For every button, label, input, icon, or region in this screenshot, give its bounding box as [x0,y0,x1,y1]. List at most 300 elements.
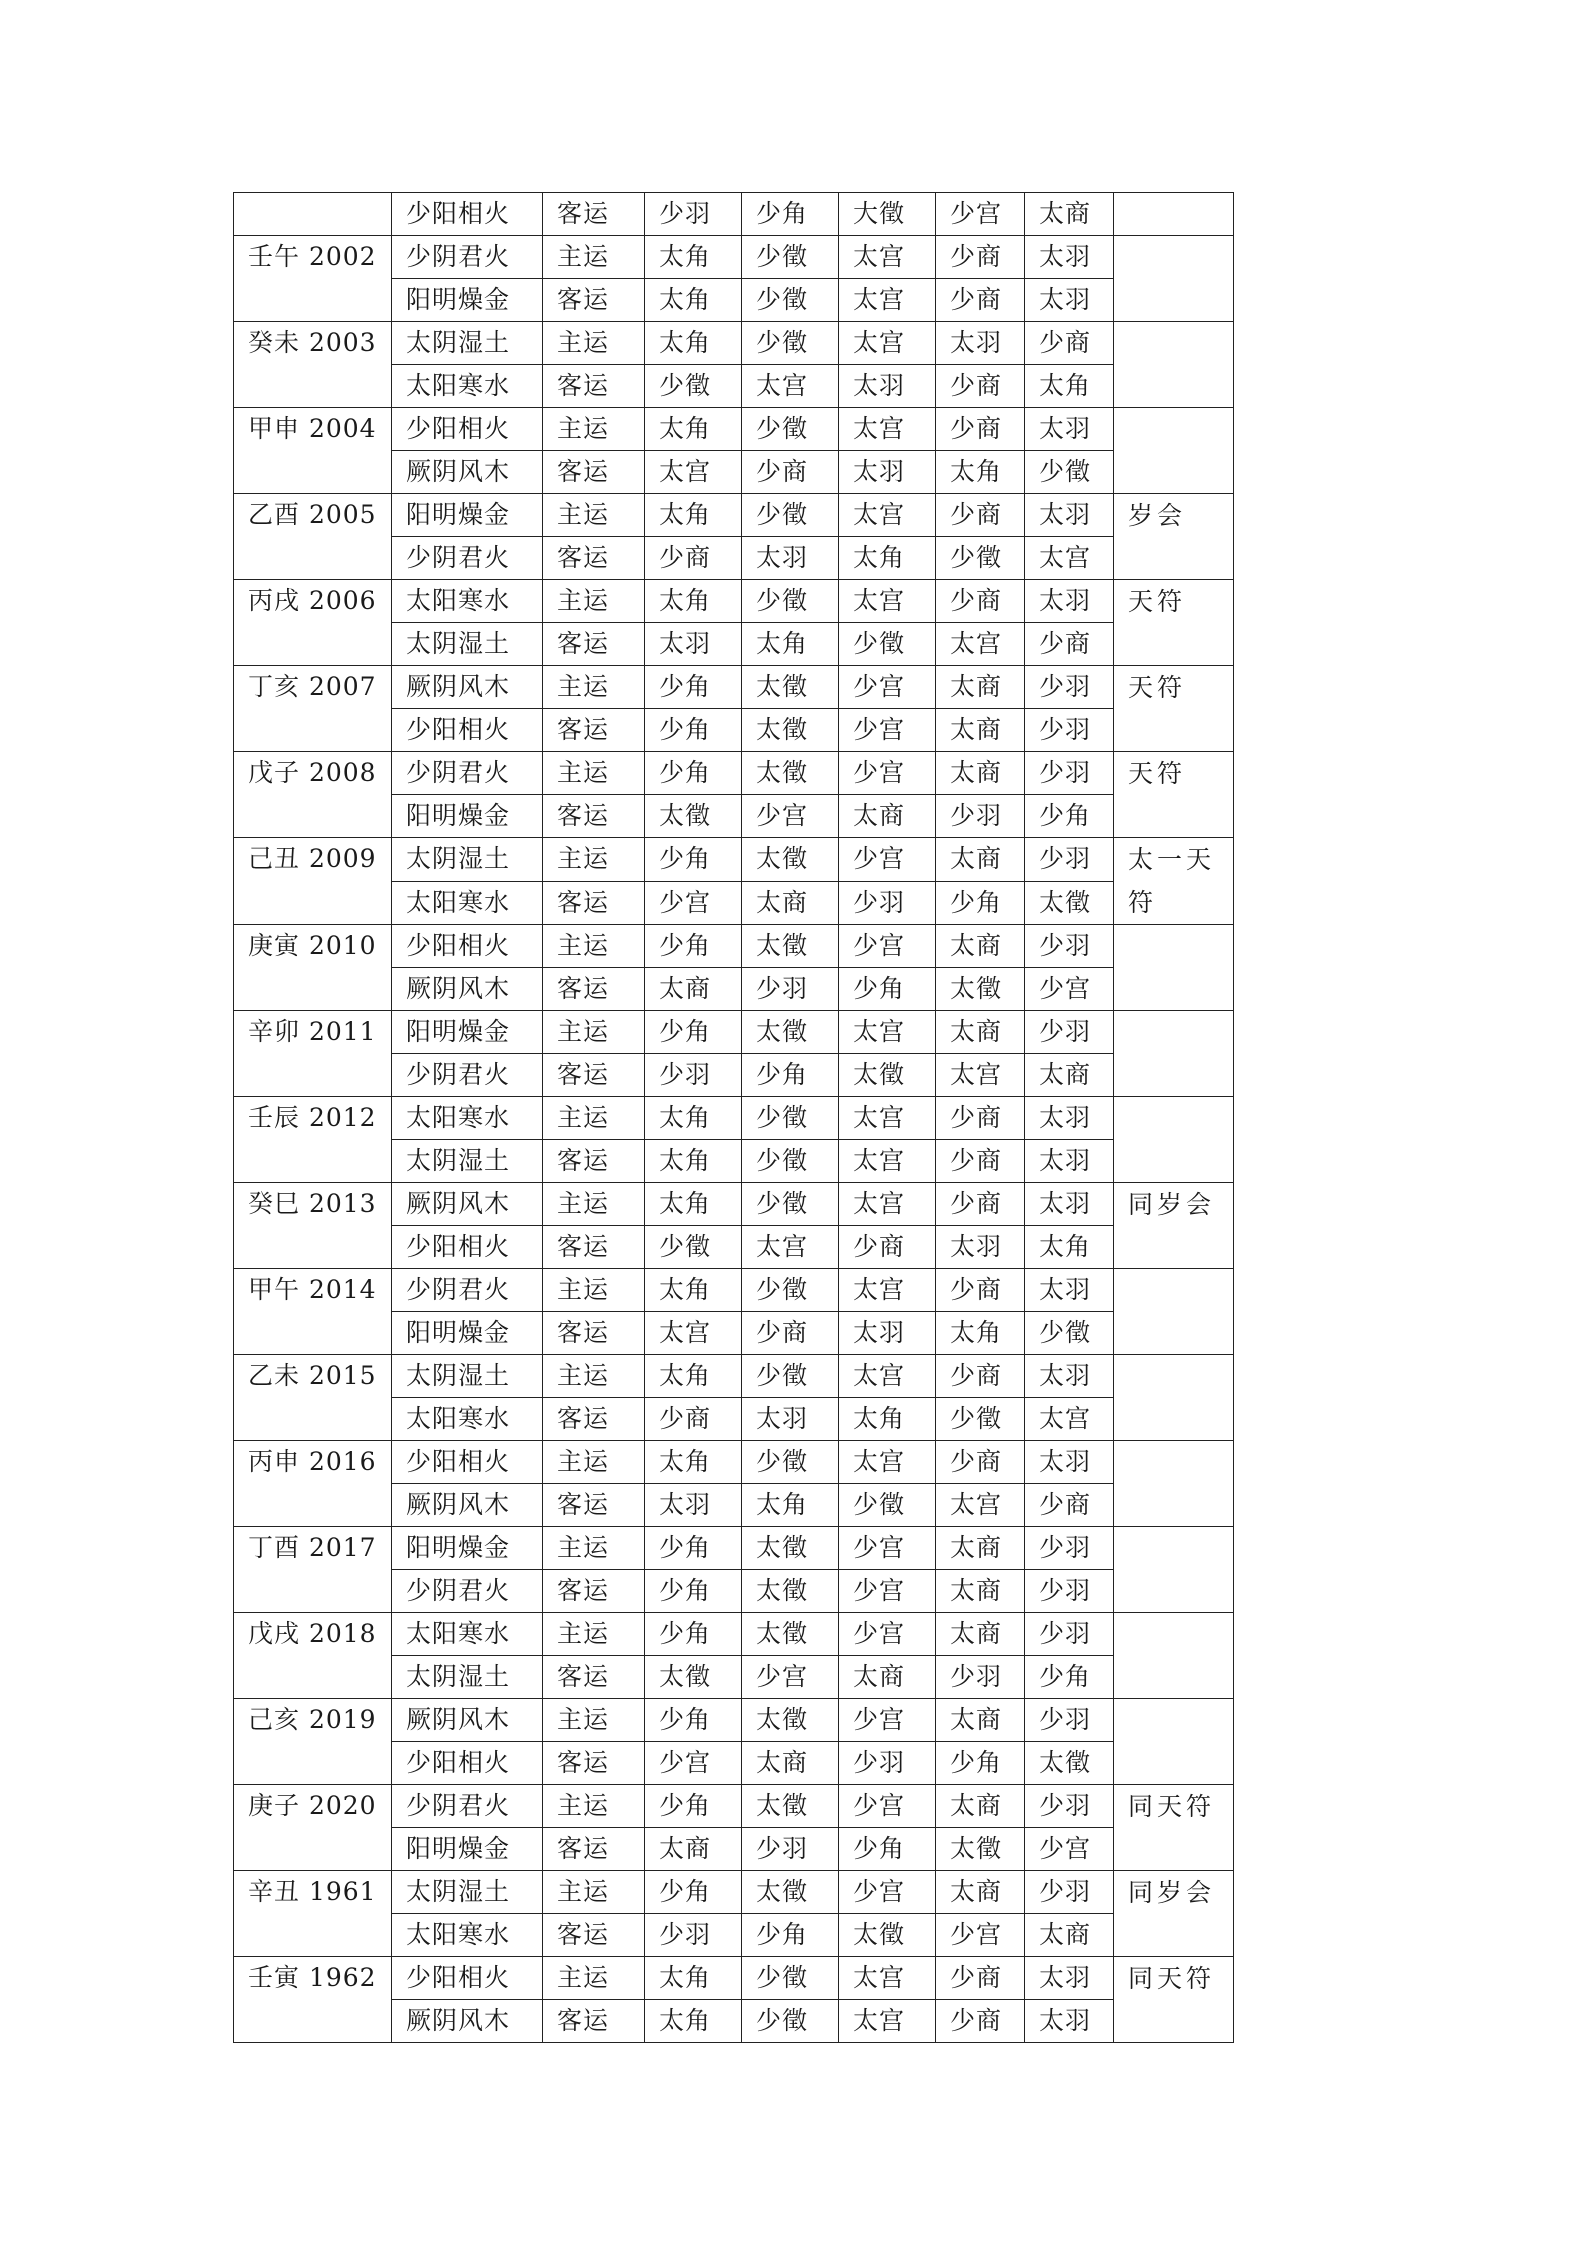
note-cell: 太徵 [742,1613,839,1656]
yun-type-cell: 主运 [543,666,645,709]
note-cell: 少角 [645,752,742,795]
note-cell: 少商 [742,1312,839,1355]
note-cell: 少徵 [742,1140,839,1183]
note-cell: 太羽 [1025,279,1114,322]
year-cell: 辛卯 2011 [234,1011,392,1097]
note-cell: 少羽 [645,193,742,236]
note-cell: 太角 [645,1183,742,1226]
note-cell: 太徵 [742,925,839,968]
wuyun-table [233,192,1234,2043]
note-cell: 太徵 [742,1011,839,1054]
note-cell: 太羽 [645,623,742,666]
qi-cell: 太阴湿土 [392,1140,543,1183]
note-cell: 太角 [1025,1226,1114,1269]
qi-cell: 少阴君火 [392,537,543,580]
note-cell: 太角 [645,1097,742,1140]
note-cell: 少羽 [1025,1011,1114,1054]
year-cell [234,193,392,236]
yun-type-cell: 客运 [543,1140,645,1183]
qi-cell: 阳明燥金 [392,795,543,838]
qi-cell: 太阴湿土 [392,1871,543,1914]
yun-type-cell: 主运 [543,752,645,795]
year-cell: 甲申 2004 [234,408,392,494]
note-cell: 太商 [936,1871,1025,1914]
table-row [234,1613,1234,1656]
note-cell: 少徵 [742,580,839,623]
note-cell: 少羽 [839,881,936,925]
note-cell: 太角 [645,580,742,623]
note-cell: 太角 [645,2000,742,2043]
remark-cell: 同天符 [1114,1785,1234,1871]
yun-type-cell: 客运 [543,537,645,580]
note-cell: 太宫 [936,623,1025,666]
yun-type-cell: 主运 [543,1957,645,2000]
note-cell: 少商 [936,1183,1025,1226]
remark-cell: 同岁会 [1114,1183,1234,1269]
yun-type-cell: 主运 [543,838,645,882]
yun-type-cell: 客运 [543,795,645,838]
yun-type-cell: 客运 [543,279,645,322]
table-row [234,193,1234,236]
note-cell: 太羽 [1025,494,1114,537]
note-cell: 太角 [645,1269,742,1312]
note-cell: 少角 [742,193,839,236]
note-cell: 太宫 [645,451,742,494]
note-cell: 太宫 [936,1484,1025,1527]
note-cell: 太角 [645,1957,742,2000]
note-cell: 少商 [936,1957,1025,2000]
note-cell: 少宫 [742,1656,839,1699]
qi-cell: 少阴君火 [392,1054,543,1097]
note-cell: 少羽 [1025,1613,1114,1656]
note-cell: 少徵 [1025,451,1114,494]
qi-cell: 少阴君火 [392,1785,543,1828]
year-cell: 庚子 2020 [234,1785,392,1871]
note-cell: 少羽 [1025,1871,1114,1914]
qi-cell: 太阴湿土 [392,623,543,666]
note-cell: 太角 [936,451,1025,494]
note-cell: 太宫 [742,365,839,408]
year-cell: 壬寅 1962 [234,1957,392,2043]
yun-type-cell: 客运 [543,881,645,925]
remark-cell: 同岁会 [1114,1871,1234,1957]
note-cell: 太商 [936,1011,1025,1054]
remark-cell: 岁会 [1114,494,1234,580]
note-cell: 太角 [645,408,742,451]
note-cell: 少徵 [742,322,839,365]
note-cell: 太徵 [742,1570,839,1613]
note-cell: 少宫 [1025,968,1114,1011]
note-cell: 少商 [936,2000,1025,2043]
yun-type-cell: 客运 [543,968,645,1011]
qi-cell: 太阳寒水 [392,1398,543,1441]
note-cell: 少角 [645,1785,742,1828]
table-row [234,408,1234,451]
note-cell: 少宫 [839,1785,936,1828]
note-cell: 少羽 [742,1828,839,1871]
note-cell: 少角 [1025,795,1114,838]
note-cell: 少宫 [839,666,936,709]
note-cell: 太羽 [839,365,936,408]
note-cell: 少徵 [936,537,1025,580]
yun-type-cell: 主运 [543,1871,645,1914]
note-cell: 太羽 [1025,2000,1114,2043]
note-cell: 太羽 [1025,1441,1114,1484]
qi-cell: 少阴君火 [392,1570,543,1613]
table-row [234,752,1234,795]
note-cell: 太商 [936,752,1025,795]
note-cell: 太徵 [839,1914,936,1957]
qi-cell: 少阳相火 [392,408,543,451]
note-cell: 少商 [936,580,1025,623]
table-row [234,236,1234,279]
note-cell: 少商 [645,1398,742,1441]
note-cell: 少徵 [742,1097,839,1140]
note-cell: 少羽 [1025,752,1114,795]
qi-cell: 太阳寒水 [392,1097,543,1140]
qi-cell: 少阳相火 [392,1441,543,1484]
note-cell: 太羽 [742,537,839,580]
note-cell: 太羽 [742,1398,839,1441]
note-cell: 太商 [1025,193,1114,236]
note-cell: 少宫 [839,1613,936,1656]
note-cell: 太商 [936,1785,1025,1828]
yun-type-cell: 客运 [543,1570,645,1613]
note-cell: 少宫 [839,838,936,882]
yun-type-cell: 客运 [543,1742,645,1785]
note-cell: 太宫 [839,1441,936,1484]
note-cell: 太商 [936,1570,1025,1613]
qi-cell: 阳明燥金 [392,494,543,537]
note-cell: 太宫 [742,1226,839,1269]
note-cell: 少羽 [1025,709,1114,752]
year-cell: 庚寅 2010 [234,925,392,1011]
year-cell: 甲午 2014 [234,1269,392,1355]
note-cell: 太商 [936,1613,1025,1656]
remark-cell: 天符 [1114,580,1234,666]
note-cell: 少商 [742,451,839,494]
year-cell: 壬辰 2012 [234,1097,392,1183]
note-cell: 太徵 [645,1656,742,1699]
qi-cell: 太阴湿土 [392,1355,543,1398]
yun-type-cell: 主运 [543,494,645,537]
note-cell: 少宫 [936,193,1025,236]
note-cell: 少羽 [645,1914,742,1957]
yun-type-cell: 主运 [543,1183,645,1226]
note-cell: 太羽 [936,1226,1025,1269]
table-body [234,193,1234,2043]
note-cell: 太徵 [742,1699,839,1742]
table-row [234,322,1234,365]
note-cell: 太徵 [742,709,839,752]
note-cell: 大徵 [839,193,936,236]
note-cell: 少徵 [742,1355,839,1398]
note-cell: 太角 [645,494,742,537]
note-cell: 少徵 [742,236,839,279]
note-cell: 太商 [742,1742,839,1785]
qi-cell: 太阳寒水 [392,365,543,408]
qi-cell: 少阴君火 [392,236,543,279]
note-cell: 太角 [742,623,839,666]
note-cell: 少角 [645,925,742,968]
note-cell: 少宫 [839,925,936,968]
note-cell: 太羽 [1025,1269,1114,1312]
note-cell: 太商 [1025,1054,1114,1097]
note-cell: 少徵 [839,623,936,666]
note-cell: 少宫 [839,709,936,752]
remark-cell [1114,193,1234,236]
qi-cell: 阳明燥金 [392,279,543,322]
note-cell: 少羽 [645,1054,742,1097]
note-cell: 少徵 [742,279,839,322]
note-cell: 少商 [839,1226,936,1269]
note-cell: 太宫 [839,494,936,537]
note-cell: 少宫 [839,1527,936,1570]
yun-type-cell: 客运 [543,1828,645,1871]
note-cell: 太徵 [936,968,1025,1011]
note-cell: 太羽 [839,1312,936,1355]
table-row [234,1527,1234,1570]
note-cell: 太徵 [742,838,839,882]
note-cell: 太宫 [839,1097,936,1140]
note-cell: 少宫 [936,1914,1025,1957]
note-cell: 太角 [645,236,742,279]
qi-cell: 厥阴风木 [392,451,543,494]
note-cell: 少商 [645,537,742,580]
note-cell: 少宫 [645,1742,742,1785]
remark-cell [1114,1613,1234,1699]
yun-type-cell: 客运 [543,2000,645,2043]
note-cell: 太角 [645,1355,742,1398]
yun-type-cell: 主运 [543,1269,645,1312]
remark-cell [1114,236,1234,322]
note-cell: 太徵 [742,1785,839,1828]
note-cell: 少徵 [742,494,839,537]
yun-type-cell: 客运 [543,1914,645,1957]
note-cell: 少商 [936,494,1025,537]
remark-cell [1114,1441,1234,1527]
note-cell: 太商 [936,709,1025,752]
note-cell: 太宫 [839,1011,936,1054]
yun-type-cell: 主运 [543,925,645,968]
table-row [234,838,1234,882]
note-cell: 少宫 [839,1871,936,1914]
note-cell: 少徵 [645,365,742,408]
qi-cell: 少阳相火 [392,193,543,236]
note-cell: 太徵 [742,1871,839,1914]
year-cell: 己丑 2009 [234,838,392,925]
qi-cell: 阳明燥金 [392,1527,543,1570]
note-cell: 太宫 [839,2000,936,2043]
remark-cell: 同天符 [1114,1957,1234,2043]
table-row [234,1871,1234,1914]
year-cell: 辛丑 1961 [234,1871,392,1957]
note-cell: 少徵 [742,1269,839,1312]
qi-cell: 少阴君火 [392,1269,543,1312]
note-cell: 少商 [936,236,1025,279]
note-cell: 少徵 [742,1441,839,1484]
note-cell: 少角 [645,1011,742,1054]
qi-cell: 太阴湿土 [392,838,543,882]
yun-type-cell: 主运 [543,408,645,451]
note-cell: 太商 [839,1656,936,1699]
note-cell: 太徵 [1025,1742,1114,1785]
note-cell: 少商 [936,1355,1025,1398]
qi-cell: 少阳相火 [392,925,543,968]
year-cell: 丁亥 2007 [234,666,392,752]
qi-cell: 太阳寒水 [392,1613,543,1656]
yun-type-cell: 主运 [543,1613,645,1656]
qi-cell: 阳明燥金 [392,1011,543,1054]
note-cell: 少角 [936,881,1025,925]
yun-type-cell: 客运 [543,623,645,666]
note-cell: 少角 [839,1828,936,1871]
note-cell: 少商 [1025,623,1114,666]
note-cell: 少角 [936,1742,1025,1785]
note-cell: 太角 [839,537,936,580]
year-cell: 丙戌 2006 [234,580,392,666]
note-cell: 少宫 [839,752,936,795]
note-cell: 太角 [936,1312,1025,1355]
note-cell: 太商 [645,1828,742,1871]
note-cell: 太羽 [1025,408,1114,451]
qi-cell: 少阳相火 [392,1742,543,1785]
note-cell: 少角 [645,838,742,882]
note-cell: 少宫 [1025,1828,1114,1871]
yun-type-cell: 客运 [543,1656,645,1699]
note-cell: 太角 [645,1140,742,1183]
note-cell: 少羽 [1025,1699,1114,1742]
note-cell: 少宫 [839,1699,936,1742]
note-cell: 太羽 [1025,236,1114,279]
note-cell: 太商 [936,1699,1025,1742]
note-cell: 太徵 [742,752,839,795]
note-cell: 少商 [936,408,1025,451]
note-cell: 少商 [936,279,1025,322]
note-cell: 太宫 [839,1355,936,1398]
note-cell: 太角 [742,1484,839,1527]
note-cell: 太徵 [1025,881,1114,925]
table-row [234,1957,1234,2000]
remark-cell [1114,1699,1234,1785]
qi-cell: 阳明燥金 [392,1312,543,1355]
table-row [234,1441,1234,1484]
note-cell: 少徵 [645,1226,742,1269]
note-cell: 少羽 [1025,666,1114,709]
yun-type-cell: 主运 [543,1527,645,1570]
yun-type-cell: 客运 [543,365,645,408]
note-cell: 太羽 [1025,1355,1114,1398]
note-cell: 太宫 [839,1183,936,1226]
year-cell: 戊戌 2018 [234,1613,392,1699]
qi-cell: 阳明燥金 [392,1828,543,1871]
note-cell: 少商 [1025,1484,1114,1527]
table-row [234,1011,1234,1054]
note-cell: 太宫 [839,1269,936,1312]
remark-cell: 天符 [1114,752,1234,838]
yun-type-cell: 主运 [543,1355,645,1398]
remark-cell [1114,1011,1234,1097]
note-cell: 太宫 [839,279,936,322]
note-cell: 太羽 [1025,580,1114,623]
note-cell: 少角 [1025,1656,1114,1699]
note-cell: 太羽 [936,322,1025,365]
qi-cell: 少阳相火 [392,1226,543,1269]
note-cell: 少羽 [1025,838,1114,882]
note-cell: 少商 [1025,322,1114,365]
yun-type-cell: 主运 [543,322,645,365]
note-cell: 太宫 [839,408,936,451]
qi-cell: 太阳寒水 [392,1914,543,1957]
note-cell: 太角 [645,322,742,365]
note-cell: 少羽 [936,1656,1025,1699]
note-cell: 太羽 [645,1484,742,1527]
yun-type-cell: 主运 [543,580,645,623]
qi-cell: 少阳相火 [392,709,543,752]
qi-cell: 太阴湿土 [392,1656,543,1699]
qi-cell: 厥阴风木 [392,1484,543,1527]
table-row [234,1785,1234,1828]
note-cell: 少宫 [742,795,839,838]
note-cell: 少徵 [936,1398,1025,1441]
qi-cell: 厥阴风木 [392,1183,543,1226]
qi-cell: 太阳寒水 [392,580,543,623]
remark-cell [1114,322,1234,408]
note-cell: 少徵 [742,1957,839,2000]
year-cell: 癸巳 2013 [234,1183,392,1269]
year-cell: 壬午 2002 [234,236,392,322]
year-cell: 乙未 2015 [234,1355,392,1441]
yun-type-cell: 主运 [543,1011,645,1054]
note-cell: 太宫 [839,1957,936,2000]
note-cell: 太宫 [839,1140,936,1183]
note-cell: 太角 [645,279,742,322]
yun-type-cell: 客运 [543,1226,645,1269]
remark-cell [1114,1527,1234,1613]
note-cell: 少角 [645,1699,742,1742]
note-cell: 少徵 [839,1484,936,1527]
yun-type-cell: 客运 [543,193,645,236]
note-cell: 太宫 [839,580,936,623]
note-cell: 少商 [936,1441,1025,1484]
note-cell: 少角 [645,1613,742,1656]
yun-type-cell: 主运 [543,1441,645,1484]
qi-cell: 厥阴风木 [392,2000,543,2043]
table-row [234,925,1234,968]
note-cell: 太徵 [742,666,839,709]
note-cell: 少角 [645,709,742,752]
note-cell: 太商 [645,968,742,1011]
note-cell: 太宫 [839,322,936,365]
yun-type-cell: 主运 [543,236,645,279]
table-row [234,1097,1234,1140]
yun-type-cell: 主运 [543,1785,645,1828]
qi-cell: 少阳相火 [392,1957,543,2000]
note-cell: 少宫 [645,881,742,925]
table-row [234,494,1234,537]
note-cell: 少商 [936,1097,1025,1140]
year-cell: 乙酉 2005 [234,494,392,580]
note-cell: 太商 [936,666,1025,709]
yun-type-cell: 客运 [543,709,645,752]
note-cell: 太商 [839,795,936,838]
yun-type-cell: 客运 [543,1054,645,1097]
year-cell: 丙申 2016 [234,1441,392,1527]
remark-cell [1114,1355,1234,1441]
note-cell: 太宫 [645,1312,742,1355]
note-cell: 太羽 [1025,1140,1114,1183]
table-row [234,580,1234,623]
